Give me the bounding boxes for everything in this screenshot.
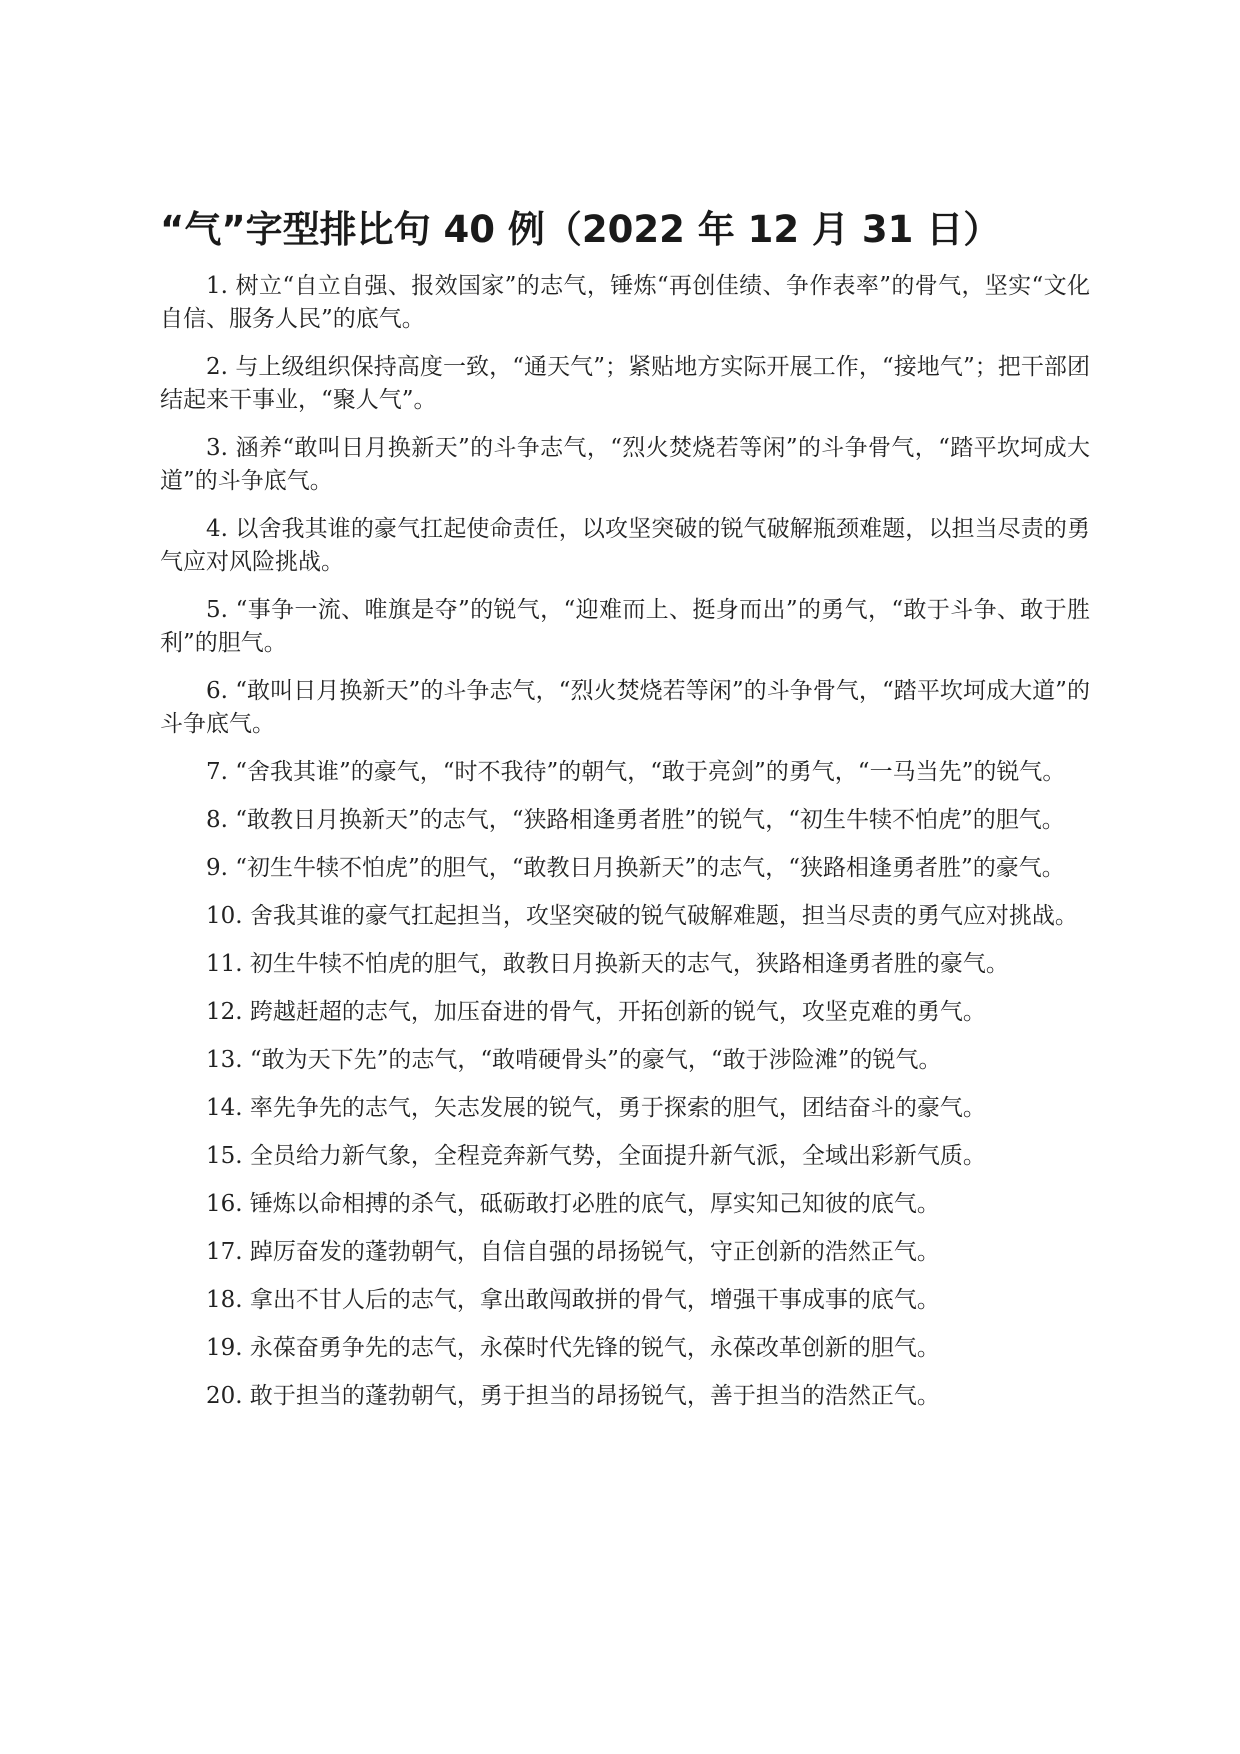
list-item: 15. 全员给力新气象，全程竞奔新气势，全面提升新气派，全域出彩新气质。	[206, 1143, 986, 1169]
item-list	[160, 270, 1090, 1428]
list-item: 5. “事争一流、唯旗是夺”的锐气，“迎难而上、挺身而出”的勇气，“敢于斗争、敢于胜利”的胆气。	[160, 597, 1090, 656]
list-item: 9. “初生牛犊不怕虎”的胆气，“敢教日月换新天”的志气，“狭路相逢勇者胜”的豪气。	[206, 855, 1065, 881]
list-item: 19. 永葆奋勇争先的志气，永葆时代先锋的锐气，永葆改革创新的胆气。	[206, 1335, 940, 1361]
list-item: 17. 踔厉奋发的蓬勃朝气，自信自强的昂扬锐气，守正创新的浩然正气。	[206, 1239, 940, 1265]
list-item: 14. 率先争先的志气，矢志发展的锐气，勇于探索的胆气，团结奋斗的豪气。	[206, 1095, 986, 1121]
list-item: 1. 树立“自立自强、报效国家”的志气，锤炼“再创佳绩、争作表率”的骨气，坚实“文化自信、服务人民”的底气。	[160, 273, 1090, 332]
list-item: 11. 初生牛犊不怕虎的胆气，敢教日月换新天的志气，狭路相逢勇者胜的豪气。	[206, 951, 1009, 977]
list-item: 7. “舍我其谁”的豪气，“时不我待”的朝气，“敢于亮剑”的勇气，“一马当先”的锐气。	[206, 759, 1066, 785]
list-item: 2. 与上级组织保持高度一致，“通天气”；紧贴地方实际开展工作，“接地气”；把干部团结起来干事业，“聚人气”。	[160, 354, 1090, 413]
list-item: 16. 锤炼以命相搏的杀气，砥砺敢打必胜的底气，厚实知己知彼的底气。	[206, 1191, 940, 1217]
list-item: 4. 以舍我其谁的豪气扛起使命责任，以攻坚突破的锐气破解瓶颈难题，以担当尽责的勇气应对风险挑战。	[160, 516, 1090, 575]
list-item: 18. 拿出不甘人后的志气，拿出敢闯敢拼的骨气，增强干事成事的底气。	[206, 1287, 940, 1313]
document-title: “气”字型排比句 40 例（2022 年 12 月 31 日）	[160, 208, 1001, 251]
list-item: 6. “敢叫日月换新天”的斗争志气，“烈火焚烧若等闲”的斗争骨气，“踏平坎坷成大道”的斗争底气。	[160, 678, 1090, 737]
list-item: 8. “敢教日月换新天”的志气，“狭路相逢勇者胜”的锐气，“初生牛犊不怕虎”的胆气。	[206, 807, 1065, 833]
list-item: 3. 涵养“敢叫日月换新天”的斗争志气，“烈火焚烧若等闲”的斗争骨气，“踏平坎坷成大道”的斗争底气。	[160, 435, 1090, 494]
list-item: 12. 跨越赶超的志气，加压奋进的骨气，开拓创新的锐气，攻坚克难的勇气。	[206, 999, 986, 1025]
list-item: 10. 舍我其谁的豪气扛起担当，攻坚突破的锐气破解难题，担当尽责的勇气应对挑战。	[206, 903, 1078, 929]
list-item: 20. 敢于担当的蓬勃朝气，勇于担当的昂扬锐气，善于担当的浩然正气。	[206, 1383, 940, 1409]
list-item: 13. “敢为天下先”的志气，“敢啃硬骨头”的豪气，“敢于涉险滩”的锐气。	[206, 1047, 942, 1073]
